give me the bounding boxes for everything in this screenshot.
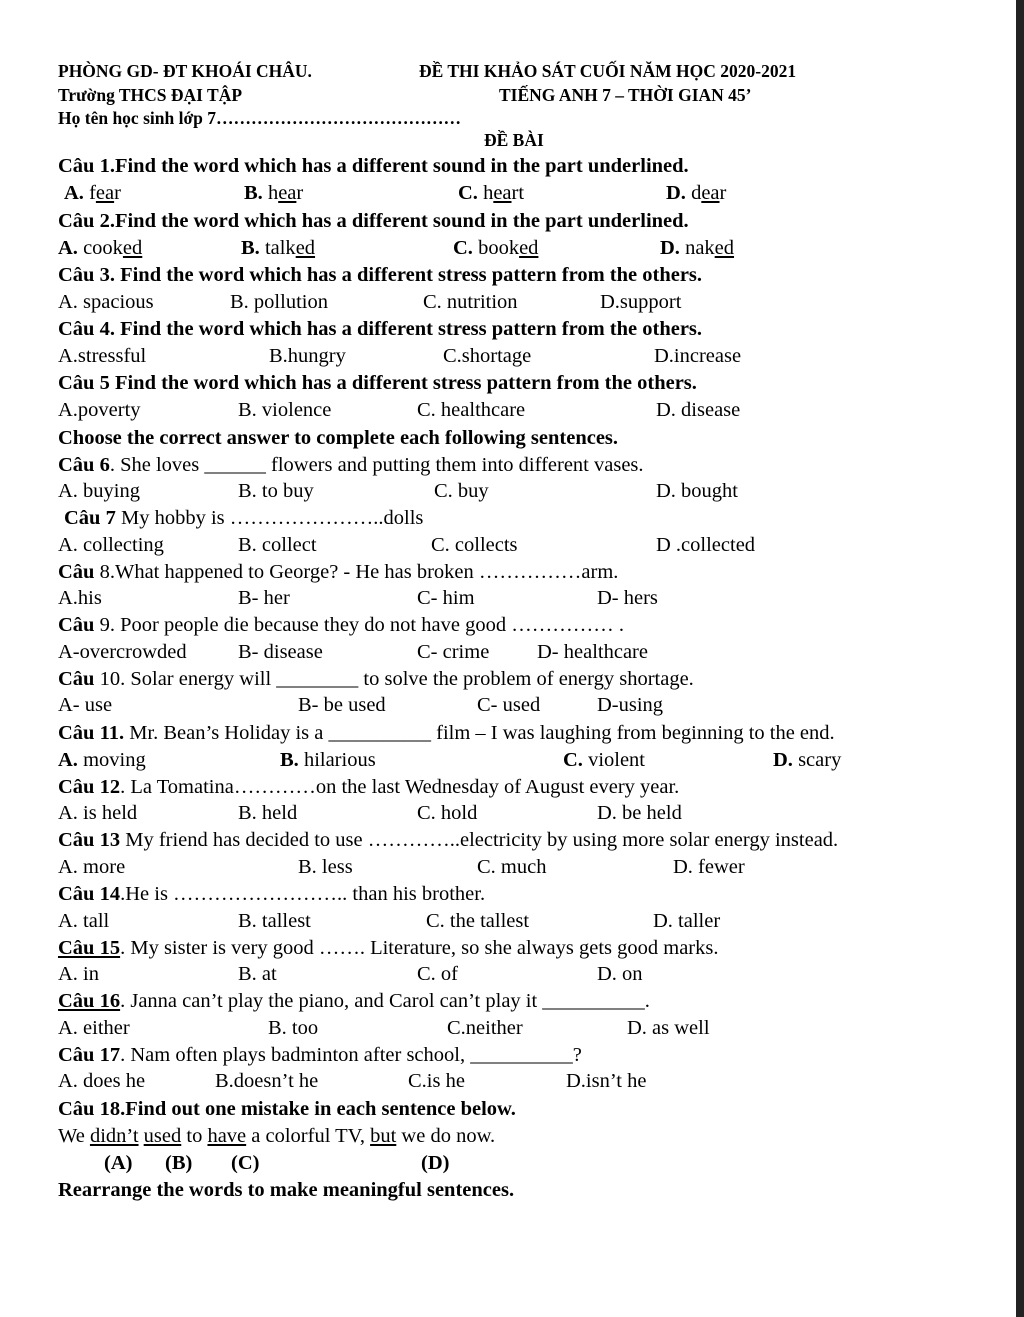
dept-name: PHÒNG GD- ĐT KHOÁI CHÂU. xyxy=(58,61,312,81)
q7-option-c: C. collects xyxy=(431,534,518,556)
q3-option-c: C. nutrition xyxy=(423,291,518,313)
q8-option-c: C- him xyxy=(417,587,475,609)
q12-stem: Câu 12. La Tomatina…………on the last Wednesday of August every year. xyxy=(58,776,680,798)
q13-option-a: A. more xyxy=(58,856,126,878)
q7-stem: Câu 7 My hobby is …………………..dolls xyxy=(64,507,424,529)
q18-marker-d: (D) xyxy=(421,1152,450,1174)
instruction-rearrange: Rearrange the words to make meaningful sentences. xyxy=(58,1179,515,1201)
q4-option-c: C.shortage xyxy=(443,345,532,367)
q9-stem: Câu 9. Poor people die because they do not have good …………… . xyxy=(58,614,624,636)
q18-marker-a: (A) xyxy=(104,1152,133,1174)
q8-stem: Câu 8.What happened to George? - He has broken ……………arm. xyxy=(58,561,619,583)
section-title: ĐỀ BÀI xyxy=(484,130,544,150)
q11-option-c: C. violent xyxy=(563,749,645,771)
q14-option-c: C. the tallest xyxy=(426,910,530,932)
q16-option-d: D. as well xyxy=(627,1017,710,1039)
q8-option-d: D- hers xyxy=(597,587,658,609)
q3-option-b: B. pollution xyxy=(230,291,328,313)
q6-option-a: A. buying xyxy=(58,480,140,502)
q15-option-a: A. in xyxy=(58,963,99,985)
q10-option-a: A- use xyxy=(58,694,113,716)
q2-title: Câu 2.Find the word which has a different sound in the part underlined. xyxy=(58,210,689,232)
q7-option-b: B. collect xyxy=(238,534,317,556)
q5-option-b: B. violence xyxy=(238,399,332,421)
q13-option-c: C. much xyxy=(477,856,547,878)
q1-title: Câu 1.Find the word which has a different sound in the part underlined. xyxy=(58,155,689,177)
q18-sentence: We didn’t used to have a colorful TV, but we do now. xyxy=(58,1125,496,1147)
q12-option-a: A. is held xyxy=(58,802,138,824)
q5-title: Câu 5 Find the word which has a different stress pattern from the others. xyxy=(58,372,697,394)
q6-option-c: C. buy xyxy=(434,480,489,502)
q7-option-d: D .collected xyxy=(656,534,756,556)
q10-option-d: D-using xyxy=(597,694,664,716)
exam-title: ĐỀ THI KHẢO SÁT CUỐI NĂM HỌC 2020-2021 xyxy=(419,61,797,81)
q15-option-b: B. at xyxy=(238,963,277,985)
q1-option-b: B. hear xyxy=(244,182,304,204)
q12-option-d: D. be held xyxy=(597,802,682,824)
q1-option-c: C. heart xyxy=(458,182,525,204)
q10-stem: Câu 10. Solar energy will ________ to solve the problem of energy shortage. xyxy=(58,668,694,690)
q17-option-d: D.isn’t he xyxy=(566,1070,647,1092)
q15-stem: Câu 15. My sister is very good ……. Literature, so she always gets good marks. xyxy=(58,937,719,959)
q5-option-c: C. healthcare xyxy=(417,399,526,421)
q16-option-a: A. either xyxy=(58,1017,130,1039)
q6-option-b: B. to buy xyxy=(238,480,314,502)
q13-stem: Câu 13 My friend has decided to use …………..electricity by using more solar energy instead. xyxy=(58,829,839,851)
subject-time: TIẾNG ANH 7 – THỜI GIAN 45’ xyxy=(499,85,752,105)
instruction-choose-answer: Choose the correct answer to complete each following sentences. xyxy=(58,427,619,449)
q2-option-c: C. booked xyxy=(453,237,539,259)
q4-option-b: B.hungry xyxy=(269,345,346,367)
q15-option-c: C. of xyxy=(417,963,458,985)
q1-option-a: A. fear xyxy=(64,182,121,204)
q11-option-a: A. moving xyxy=(58,749,146,771)
q9-option-b: B- disease xyxy=(238,641,323,663)
q14-option-a: A. tall xyxy=(58,910,110,932)
q18-marker-b: (B) xyxy=(165,1152,193,1174)
q5-option-a: A.poverty xyxy=(58,399,141,421)
q18-title: Câu 18.Find out one mistake in each sentence below. xyxy=(58,1098,516,1120)
q15-option-d: D. on xyxy=(597,963,643,985)
q16-option-b: B. too xyxy=(268,1017,319,1039)
q17-option-a: A. does he xyxy=(58,1070,146,1092)
q16-option-c: C.neither xyxy=(447,1017,523,1039)
q2-option-a: A. cooked xyxy=(58,237,143,259)
q17-stem: Câu 17. Nam often plays badminton after school, __________? xyxy=(58,1044,582,1066)
q11-option-d: D. scary xyxy=(773,749,842,771)
school-name: Trường THCS ĐẠI TẬP xyxy=(58,85,243,105)
q12-option-c: C. hold xyxy=(417,802,478,824)
q14-option-b: B. tallest xyxy=(238,910,311,932)
q3-option-d: D.support xyxy=(600,291,682,313)
q17-option-b: B.doesn’t he xyxy=(215,1070,319,1092)
q13-option-b: B. less xyxy=(298,856,353,878)
q9-option-c: C- crime xyxy=(417,641,490,663)
q9-option-a: A-overcrowded xyxy=(58,641,187,663)
q13-option-d: D. fewer xyxy=(673,856,745,878)
q17-option-c: C.is he xyxy=(408,1070,465,1092)
q10-option-c: C- used xyxy=(477,694,541,716)
q4-option-d: D.increase xyxy=(654,345,742,367)
q14-stem: Câu 14.He is …………………….. than his brother. xyxy=(58,883,486,905)
q3-option-a: A. spacious xyxy=(58,291,154,313)
q16-stem: Câu 16. Janna can’t play the piano, and Carol can’t play it __________. xyxy=(58,990,650,1012)
q14-option-d: D. taller xyxy=(653,910,721,932)
q9-option-d: D- healthcare xyxy=(537,641,648,663)
q1-option-d: D. dear xyxy=(666,182,727,204)
q11-option-b: B. hilarious xyxy=(280,749,376,771)
q4-title: Câu 4. Find the word which has a different stress pattern from the others. xyxy=(58,318,703,340)
q11-stem: Câu 11. Mr. Bean’s Holiday is a __________ film – I was laughing from beginning to the end. xyxy=(58,722,835,744)
q6-stem: Câu 6. She loves ______ flowers and putting them into different vases. xyxy=(58,454,644,476)
q5-option-d: D. disease xyxy=(656,399,741,421)
page-right-border xyxy=(1016,0,1024,1317)
q2-option-b: B. talked xyxy=(241,237,316,259)
q8-option-a: A.his xyxy=(58,587,102,609)
q7-option-a: A. collecting xyxy=(58,534,164,556)
q3-title: Câu 3. Find the word which has a different stress pattern from the others. xyxy=(58,264,703,286)
q8-option-b: B- her xyxy=(238,587,290,609)
q10-option-b: B- be used xyxy=(298,694,386,716)
q2-option-d: D. naked xyxy=(660,237,735,259)
q18-marker-c: (C) xyxy=(231,1152,260,1174)
q12-option-b: B. held xyxy=(238,802,298,824)
q6-option-d: D. bought xyxy=(656,480,738,502)
student-name-line: Họ tên học sinh lớp 7…………………………………… xyxy=(58,108,461,128)
q4-option-a: A.stressful xyxy=(58,345,147,367)
